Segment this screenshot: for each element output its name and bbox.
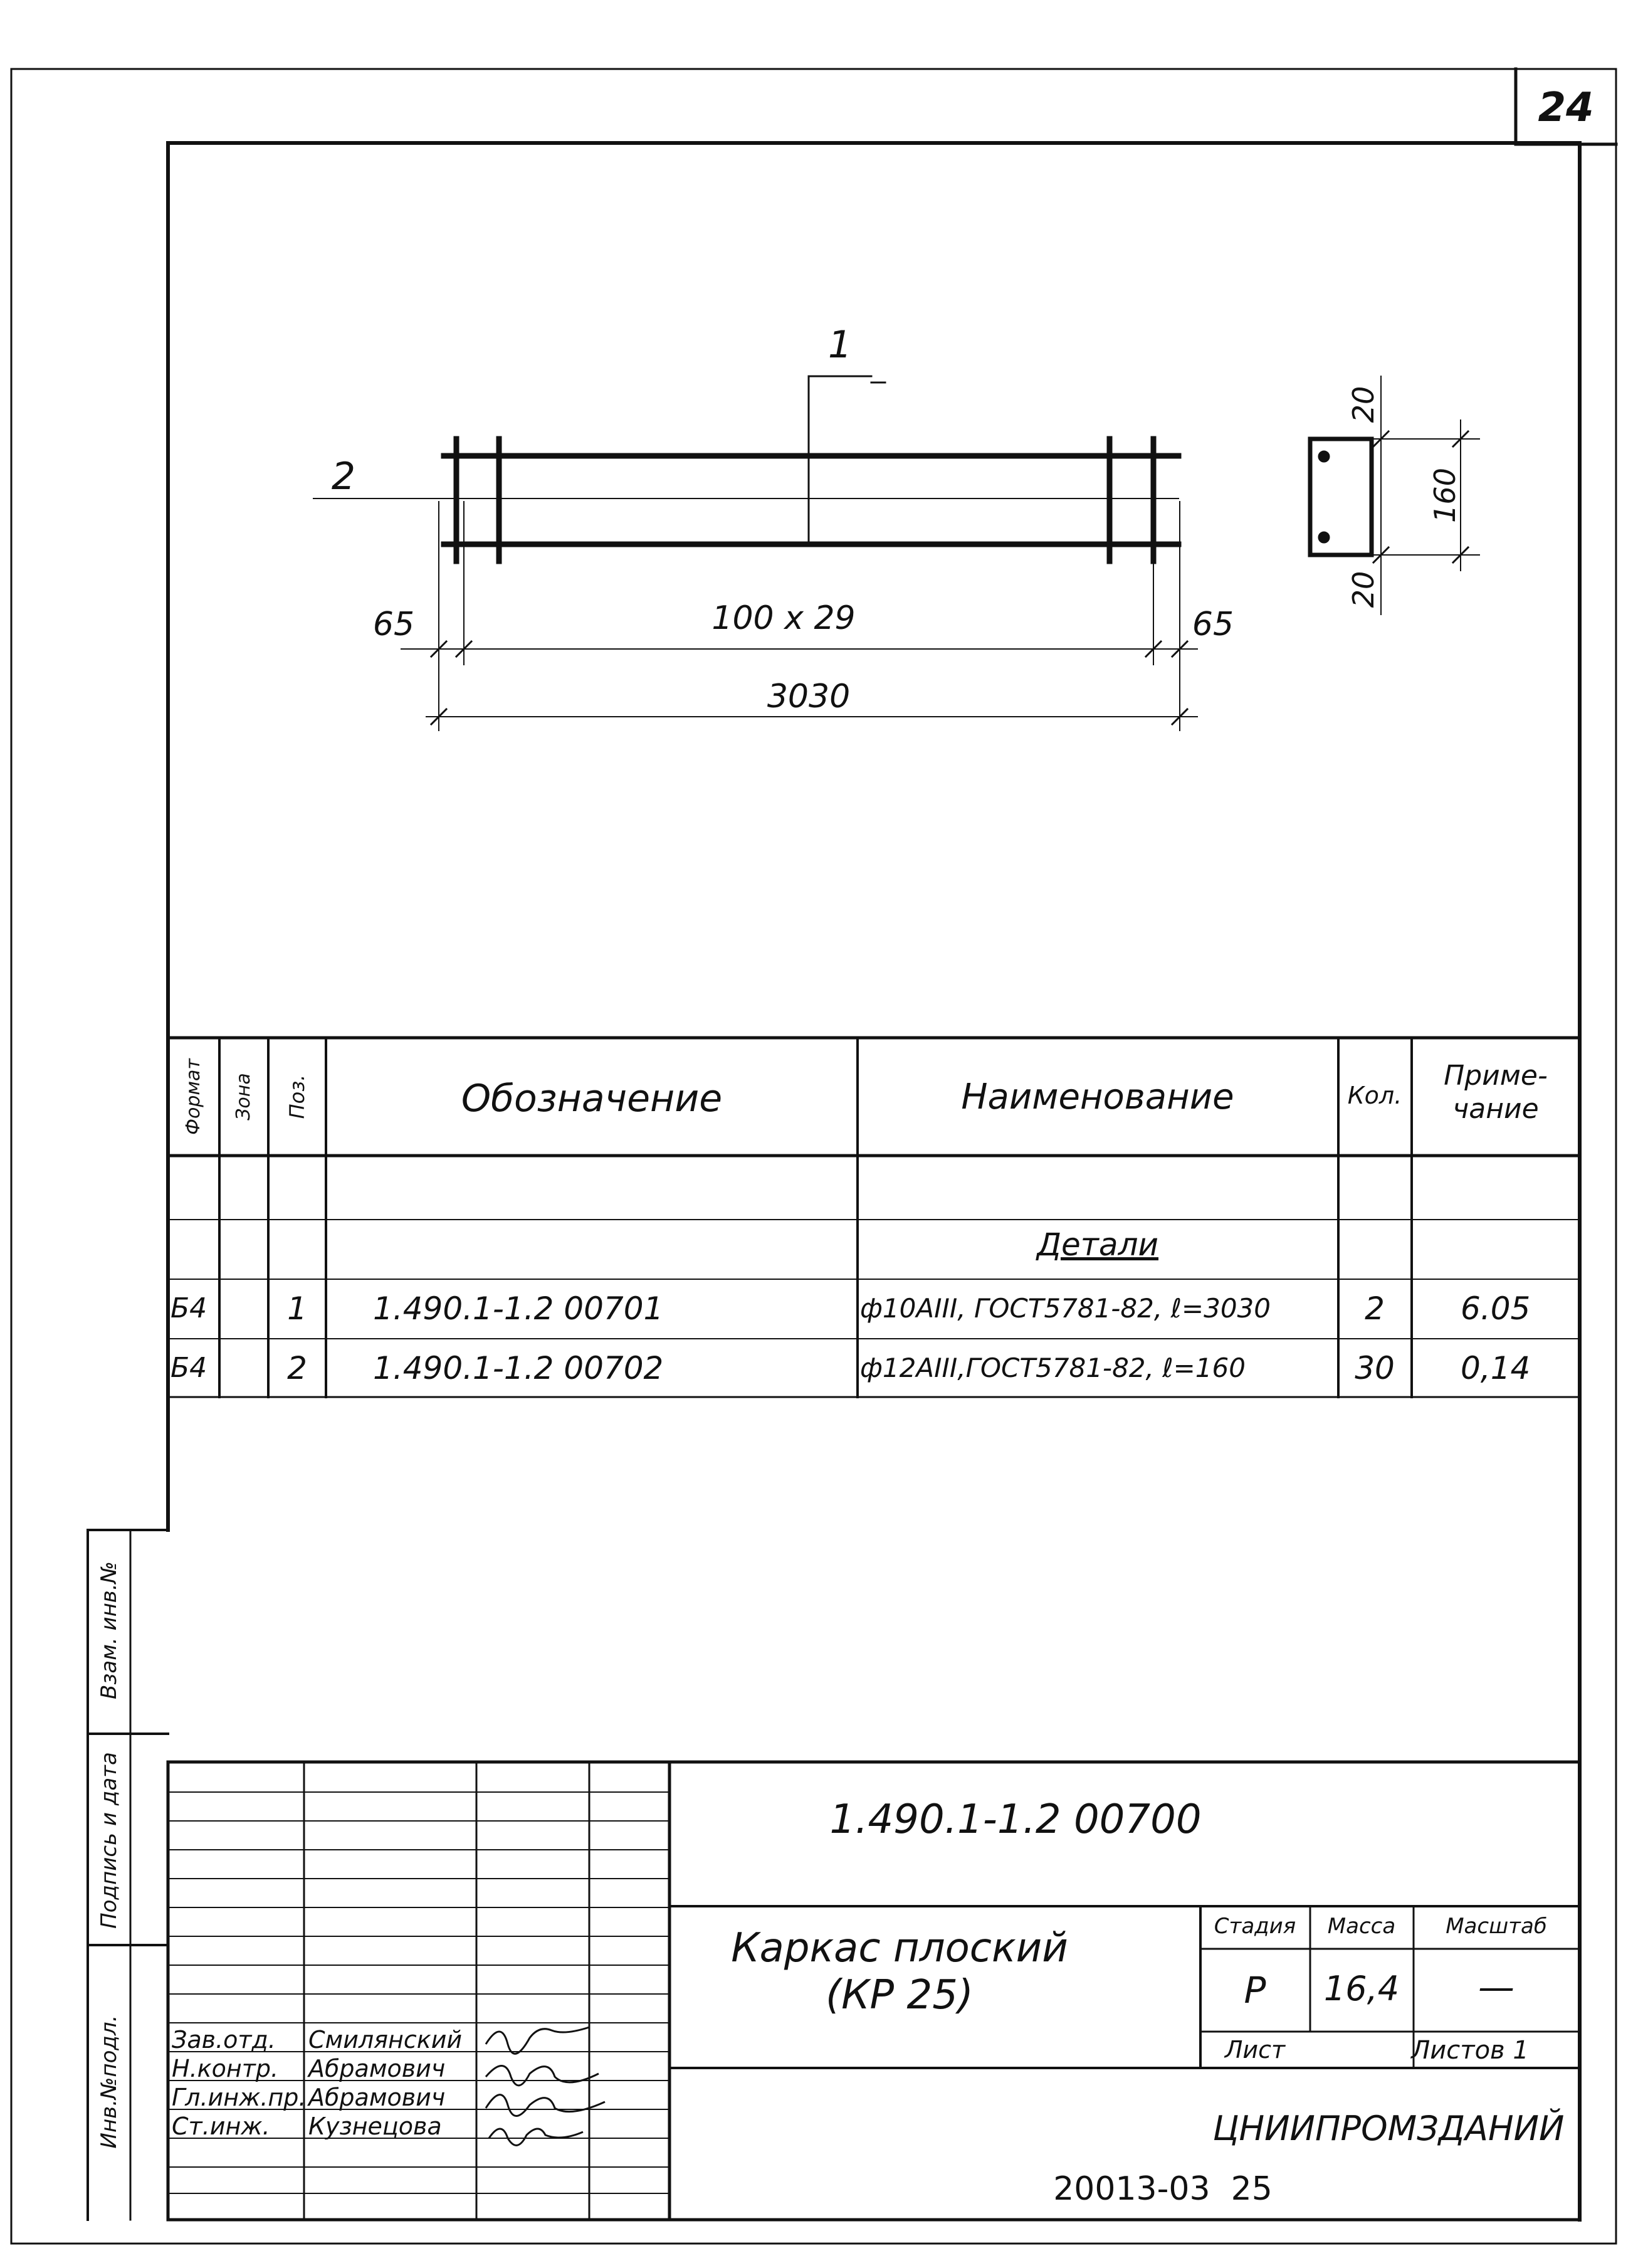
- staff-name-3: Абрамович: [308, 2084, 446, 2111]
- section-dim-bottom: 20: [1346, 571, 1380, 608]
- staff-name-2: Абрамович: [308, 2055, 446, 2082]
- signature-1: [486, 2027, 589, 2054]
- document-code: 1.490.1-1.2 00700: [829, 1796, 1202, 1843]
- section-dim-height: 160: [1428, 468, 1462, 523]
- side-stamp-inv-original: Инв.№подл.: [97, 2015, 122, 2149]
- row1-qty: 2: [1365, 1290, 1385, 1327]
- row1-designation: 1.490.1-1.2 00701: [373, 1290, 664, 1327]
- row1-name: ф10АIII, ГОСТ5781-82, ℓ=3030: [860, 1293, 1271, 1324]
- title-line-1: Каркас плоский: [731, 1925, 1068, 1971]
- frame-plan-view: [313, 376, 1197, 731]
- stage-value: Р: [1244, 1969, 1266, 2012]
- scale-label: Масштаб: [1446, 1914, 1547, 1939]
- row2-pos: 2: [287, 1350, 307, 1386]
- header-qty: Кол.: [1347, 1082, 1402, 1109]
- header-designation: Обозначение: [461, 1077, 723, 1121]
- dimension-total: 3030: [767, 678, 851, 715]
- signature-3: [486, 2095, 605, 2116]
- row2-format: Б4: [171, 1352, 207, 1384]
- dimension-left: 65: [372, 606, 415, 643]
- staff-role-2: Н.контр.: [172, 2055, 279, 2082]
- dimension-right: 65: [1192, 606, 1234, 643]
- header-pos: Поз.: [285, 1074, 309, 1119]
- mass-label: Масса: [1327, 1914, 1396, 1939]
- sheets-label: Листов 1: [1411, 2036, 1529, 2065]
- staff-role-3: Гл.инж.пр.: [172, 2084, 307, 2111]
- signature-2: [486, 2066, 599, 2086]
- stage-label: Стадия: [1214, 1914, 1296, 1939]
- row1-pos: 1: [287, 1290, 307, 1327]
- header-note: Приме- чание: [1444, 1060, 1548, 1125]
- dimension-spacing: 100 x 29: [711, 599, 856, 637]
- sheet-label: Лист: [1224, 2036, 1286, 2064]
- row2-designation: 1.490.1-1.2 00702: [373, 1350, 664, 1386]
- row2-note: 0,14: [1461, 1350, 1531, 1386]
- header-name: Наименование: [961, 1077, 1234, 1117]
- side-stamp-signature-date: Подпись и дата: [97, 1752, 122, 1929]
- title-line-2: (КР 25): [826, 1972, 974, 2018]
- signature-4: [489, 2129, 583, 2145]
- signature-marks: [486, 2027, 605, 2145]
- position-1-label: 1: [827, 323, 853, 367]
- staff-name-1: Смилянский: [308, 2026, 463, 2054]
- section-dim-top: 20: [1346, 386, 1380, 423]
- organization-name: ЦНИИПРОМЗДАНИЙ: [1212, 2109, 1565, 2148]
- row2-name: ф12АIII,ГОСТ5781-82, ℓ=160: [860, 1353, 1246, 1383]
- header-format: Формат: [182, 1058, 204, 1135]
- mass-value: 16,4: [1323, 1969, 1400, 2008]
- row1-note: 6.05: [1461, 1290, 1531, 1327]
- staff-role-4: Ст.инж.: [172, 2112, 270, 2140]
- position-2-label: 2: [331, 455, 356, 498]
- side-stamp-replacement-inv: Взам. инв.№: [97, 1561, 122, 1700]
- footer-code: 20013-03 25: [1053, 2170, 1273, 2208]
- section-title-details: Детали: [1036, 1226, 1159, 1263]
- sheet-number: 24: [1538, 85, 1594, 131]
- row2-qty: 30: [1355, 1350, 1395, 1386]
- scale-value: —: [1478, 1966, 1514, 2008]
- header-zone: Зона: [233, 1073, 255, 1121]
- row1-format: Б4: [171, 1292, 207, 1324]
- staff-role-1: Зав.отд.: [172, 2026, 276, 2054]
- staff-name-4: Кузнецова: [308, 2112, 442, 2140]
